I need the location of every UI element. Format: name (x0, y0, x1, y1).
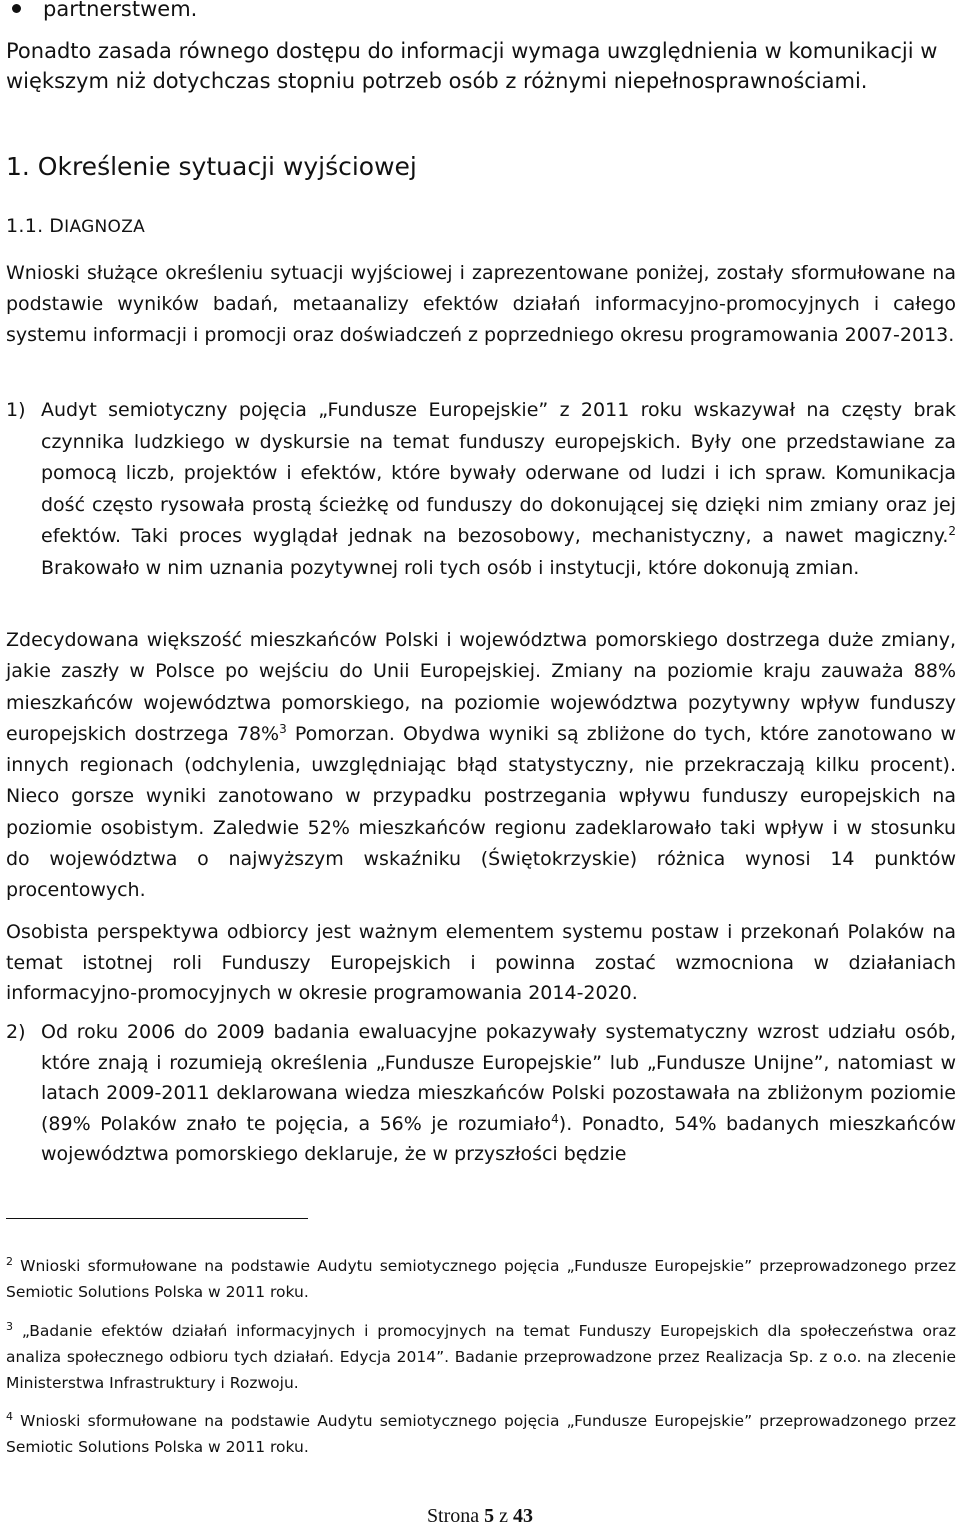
list-item-number: 2) (6, 1021, 26, 1043)
list-item (6, 395, 956, 584)
list-item-text (41, 395, 956, 584)
list-item-text (41, 1017, 956, 1170)
list-item-text-part: Brakowało w nim uznania pozytywnej roli tych osób i instytucji, które dokonują zmian. (41, 556, 860, 579)
footnote (6, 1318, 956, 1396)
paragraph-diagnosis: Wnioski służące określeniu sytuacji wyjściowej i zaprezentowane poniżej, zostały sformułowane na podstawie wyników badań, metaanalizy efektów działań informacyjno-promocyjnych i całego systemu informacji i promocji oraz doświadczeń z poprzedniego okresu programowania 2007-2013. (6, 262, 956, 346)
bullet-icon (12, 4, 21, 13)
footnote (6, 1253, 956, 1305)
subsection-number: 1.1. (6, 215, 44, 237)
footnote-reference: 3 (279, 721, 287, 736)
bullet-text: partnerstwem. (43, 0, 198, 21)
footnote-mark: 3 (6, 1320, 13, 1333)
list-item-text-part: ). Ponadto, 54% badanych mieszkańców województwa pomorskiego deklaruje, że w przyszłości będzie (41, 1112, 956, 1166)
bullet-item (4, 0, 197, 24)
footnote-reference: 4 (551, 1111, 559, 1126)
page-footer (0, 1502, 960, 1530)
list-item-number: 1) (6, 399, 26, 421)
paragraph-public-opinion (6, 625, 956, 907)
footnote-text: Wnioski sformułowane na podstawie Audytu semiotycznego pojęcia „Fundusze Europejskie” przeprowadzonego przez Semiotic Solutions Polska w 2011 roku. (6, 1412, 956, 1456)
list-item-text-part: Od roku 2006 do 2009 badania ewaluacyjne pokazywały systematyczny wzrost udziału osób, które znają i rozumieją określenia „Fundusze Europejskie” lub „Fundusze Unijne”, natomiast w latach 2009-2011 deklarowana wiedza mieszkańców Polski pozostawała na zbliżonym poziomie (89% Polaków znało te pojęcia, a 56% je rozumiało (41, 1021, 956, 1135)
subsection-heading (6, 213, 956, 240)
page-number: 5 (484, 1505, 495, 1527)
footnote-text: Wnioski sformułowane na podstawie Audytu semiotycznego pojęcia „Fundusze Europejskie” przeprowadzonego przez Semiotic Solutions Polska w 2011 roku. (6, 1257, 956, 1301)
paragraph-personal-perspective: Osobista perspektywa odbiorcy jest ważnym elementem systemu postaw i przekonań Polaków na temat istotnej roli Funduszy Europejskich i powinna zostać wzmocniona w działaniach informacyjno-promocyjnych w okresie programowania 2014-2020. (6, 921, 956, 1004)
paragraph-text-part: Zdecydowana większość mieszkańców Polski i województwa pomorskiego dostrzega duże zmiany, jakie zaszły w Polsce po wejściu do Unii Europejskiej. Zmiany na poziomie kraju zauważa 88% mieszkańców województwa pomorskiego, na poziomie województwa pozytywny wpływ funduszy europejskich dostrzega 78% (6, 629, 956, 745)
page-total: 43 (513, 1505, 534, 1527)
subsection-title-initial: D (49, 215, 65, 237)
page-label: Strona (426, 1505, 485, 1527)
subsection-title-rest: IAGNOZA (64, 217, 146, 237)
footnote-mark: 2 (6, 1255, 13, 1268)
paragraph-text-part: Pomorzan. Obydwa wyniki są zbliżone do tych, które zanotowano w innych regionach (odchylenia, uwzględniając błąd statystyczny, nie przekraczają kilku procent). Nieco gorsze wyniki zanotowano w przypadku postrzegania wpływu funduszy europejskich na poziomie osobistym. Zaledwie 52% mieszkańców regionu zadeklarowało taki wpływ i w stosunku do województwa o najwyższym wskaźniku (Świętokrzyskie) różnica wynosi 14 punktów procentowych. (6, 722, 957, 902)
footnote-text: „Badanie efektów działań informacyjnych i promocyjnych na temat Funduszy Europejskich dla społeczeństwa oraz analiza społecznego odbioru tych działań. Edycja 2014”. Badanie przeprowadzone przez Realizacja Sp. z o.o. na zlecenie Ministerstwa Infrastruktury i Rozwoju. (6, 1322, 956, 1392)
page-separator: z (494, 1505, 514, 1527)
list-item-text-part: Audyt semiotyczny pojęcia „Fundusze Europejskie” z 2011 roku wskazywał na częsty brak czynnika ludzkiego w dyskursie na temat funduszy europejskich. Były one przedstawiane za pomocą liczb, projektów i efektów, które bywały oderwane od ludzi i ich spraw. Komunikacja dość często rysowała prostą ścieżkę od funduszy do dokonującej się dzięki nim zmiany oraz jej efektów. Taki proces wyglądał jednak na bezosobowy, mechanistyczny, a nawet magiczny. (41, 399, 956, 547)
intro-paragraph: Ponadto zasada równego dostępu do informacji wymaga uwzględnienia w komunikacji w większym niż dotychczas stopniu potrzeb osób z różnymi niepełnosprawnościami. (6, 39, 938, 93)
footnote-reference: 2 (948, 524, 956, 538)
footnote (6, 1408, 956, 1460)
section-heading: 1. Określenie sytuacji wyjściowej (6, 152, 417, 181)
list-item (6, 1017, 956, 1170)
footnote-separator (6, 1218, 308, 1219)
footnote-mark: 4 (6, 1410, 13, 1423)
